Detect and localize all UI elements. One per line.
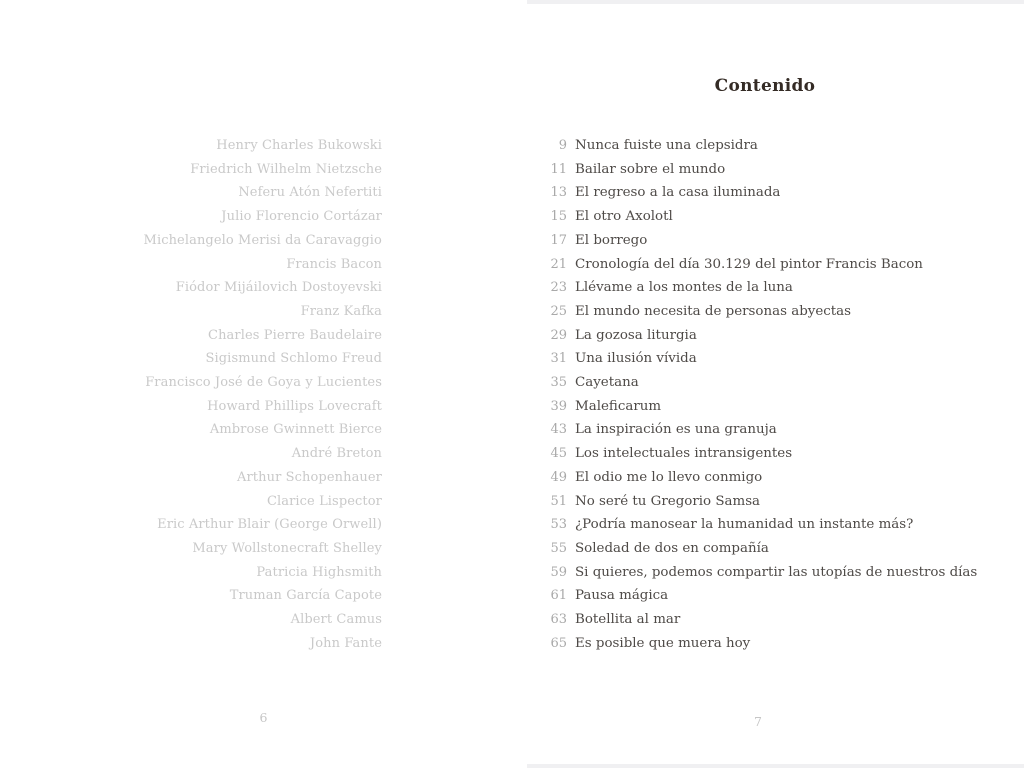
author-name: Henry Charles Bukowski	[216, 138, 382, 153]
toc-entry-title: El odio me lo llevo conmigo	[575, 469, 763, 485]
toc-entry	[527, 347, 1024, 371]
author-name: Sigismund Schlomo Freud	[205, 351, 382, 367]
toc-entry-page-number: 53	[550, 517, 567, 533]
toc-entry	[527, 442, 1024, 466]
toc-entry-title: Es posible que muera hoy	[575, 635, 751, 651]
toc-entry-page-number: 49	[550, 469, 567, 485]
toc-entry	[527, 466, 1024, 490]
author-name: John Fante	[309, 635, 382, 651]
toc-entry-title: El regreso a la casa iluminada	[575, 185, 781, 201]
toc-entry-page-number: 29	[550, 327, 567, 343]
toc-entry-title: Nunca fuiste una clepsidra	[575, 138, 758, 153]
toc-entry-page-number: 17	[550, 232, 567, 248]
toc-entry	[527, 158, 1024, 182]
toc-entry	[527, 418, 1024, 442]
toc-entry-page-number: 25	[550, 303, 567, 319]
toc-entry	[527, 134, 1024, 158]
toc-entry-page-number: 63	[550, 612, 567, 628]
toc-entry-title: Si quieres, podemos compartir las utopías de nuestros días	[575, 564, 978, 580]
toc-entry-page-number: 61	[550, 588, 567, 604]
toc-entry-page-number: 35	[550, 375, 567, 391]
toc-entry-title: Soledad de dos en compañía	[575, 540, 769, 556]
right-page	[527, 4, 1024, 764]
author-list	[20, 134, 382, 655]
author-name: Neferu Atón Nefertiti	[238, 185, 382, 201]
author-name: Eric Arthur Blair (George Orwell)	[157, 517, 382, 533]
author-name: Friedrich Wilhelm Nietzsche	[190, 161, 382, 177]
toc-entry-title: Maleficarum	[575, 398, 662, 414]
toc-entry	[527, 229, 1024, 253]
toc-entry-title: Una ilusión vívida	[575, 351, 697, 367]
toc-entry	[527, 490, 1024, 514]
toc-entry-page-number: 55	[550, 540, 567, 556]
toc-entry-page-number: 51	[550, 493, 567, 509]
author-name: Charles Pierre Baudelaire	[208, 327, 382, 343]
toc-entry	[527, 276, 1024, 300]
author-name: Francis Bacon	[286, 256, 382, 272]
author-name: Franz Kafka	[300, 303, 382, 319]
toc-entry-title: Bailar sobre el mundo	[575, 161, 726, 177]
toc-title: Contenido	[714, 76, 816, 96]
author-name: Howard Phillips Lovecraft	[207, 398, 382, 414]
toc-entry-title: Pausa mágica	[575, 588, 669, 604]
toc-entry-title: El mundo necesita de personas abyectas	[575, 303, 851, 319]
toc-entry-title: Cronología del día 30.129 del pintor Francis Bacon	[575, 256, 923, 272]
author-name: Arthur Schopenhauer	[237, 469, 382, 485]
toc-entry-page-number: 65	[550, 635, 567, 651]
toc-entry-title: Llévame a los montes de la luna	[575, 280, 793, 296]
author-name: Francisco José de Goya y Lucientes	[145, 375, 382, 391]
author-name: Ambrose Gwinnett Bierce	[209, 422, 382, 438]
toc-entry	[527, 608, 1024, 632]
toc-entry-page-number: 9	[558, 138, 567, 153]
toc-entry-page-number: 45	[550, 446, 567, 462]
toc-entry	[527, 632, 1024, 656]
toc-entry	[527, 584, 1024, 608]
toc-entry-page-number: 13	[550, 185, 567, 201]
toc-entry	[527, 371, 1024, 395]
toc-entry	[527, 537, 1024, 561]
toc-entry	[527, 513, 1024, 537]
toc-entry	[527, 253, 1024, 277]
toc-entry-title: Los intelectuales intransigentes	[575, 446, 793, 462]
toc-entry-title: El borrego	[575, 232, 648, 248]
toc-entry	[527, 561, 1024, 585]
toc-entry-page-number: 31	[550, 351, 567, 367]
toc-entry	[527, 324, 1024, 348]
left-page-number: 6	[259, 710, 268, 725]
toc-entry-title: Cayetana	[575, 375, 639, 391]
toc-entry-page-number: 15	[550, 209, 567, 225]
toc-entry-page-number: 23	[550, 280, 567, 296]
toc-entry-title: No seré tu Gregorio Samsa	[575, 493, 761, 509]
toc-entry	[527, 300, 1024, 324]
author-name: Patricia Highsmith	[256, 564, 382, 580]
author-name: Fiódor Mijáilovich Dostoyevski	[175, 280, 382, 296]
author-name: Albert Camus	[290, 612, 382, 628]
page-edge-bottom	[527, 764, 1024, 768]
toc-entry-page-number: 59	[550, 564, 567, 580]
author-name: Julio Florencio Cortázar	[221, 209, 382, 225]
toc-entry-page-number: 21	[550, 256, 567, 272]
toc-entry-title: El otro Axolotl	[575, 209, 673, 225]
right-page-number: 7	[754, 714, 762, 729]
toc-entry-title: La inspiración es una granuja	[575, 422, 777, 438]
toc-entry-title: ¿Podría manosear la humanidad un instante más?	[575, 517, 914, 533]
toc-entry-page-number: 43	[550, 422, 567, 438]
toc-entry-page-number: 11	[550, 161, 567, 177]
author-name: Michelangelo Merisi da Caravaggio	[143, 232, 382, 248]
author-name: Mary Wollstonecraft Shelley	[192, 540, 382, 556]
toc-entry	[527, 205, 1024, 229]
toc-entry-title: Botellita al mar	[575, 612, 681, 628]
author-name: Truman García Capote	[229, 588, 382, 604]
toc-entry	[527, 181, 1024, 205]
toc-entry-title: La gozosa liturgia	[575, 327, 697, 343]
toc-entry	[527, 395, 1024, 419]
toc-entry-list	[527, 134, 1024, 655]
toc-entry-page-number: 39	[550, 398, 567, 414]
author-name: André Breton	[291, 446, 382, 462]
author-name: Clarice Lispector	[266, 493, 382, 509]
